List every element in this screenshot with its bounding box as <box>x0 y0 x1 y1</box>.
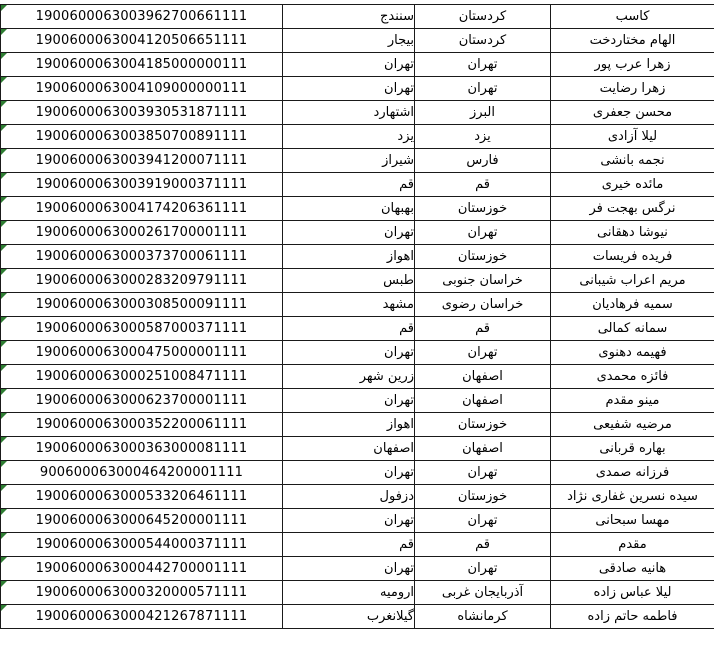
city-cell[interactable]: تهران <box>283 341 415 365</box>
city-cell[interactable]: بیجار <box>283 29 415 53</box>
account-number-cell[interactable]: 1900600063000421267871111 <box>1 605 283 629</box>
province-cell[interactable]: تهران <box>415 461 551 485</box>
table-row <box>1 245 714 269</box>
city-cell[interactable]: تهران <box>283 53 415 77</box>
table-row <box>1 605 714 629</box>
table-row <box>1 293 714 317</box>
name-cell[interactable]: مینو مقدم <box>551 389 714 413</box>
table-row <box>1 101 714 125</box>
province-cell[interactable]: آذربایجان غربی <box>415 581 551 605</box>
table-row <box>1 77 714 101</box>
name-cell[interactable]: فاطمه حاتم زاده <box>551 605 714 629</box>
table-row <box>1 389 714 413</box>
account-number-cell[interactable]: 1900600063003962700661111 <box>1 5 283 29</box>
province-cell[interactable]: خراسان جنوبی <box>415 269 551 293</box>
province-cell[interactable]: کردستان <box>415 5 551 29</box>
province-cell[interactable]: البرز <box>415 101 551 125</box>
name-cell[interactable]: سیده نسرین غفاری نژاد <box>551 485 714 509</box>
city-cell[interactable]: یزد <box>283 125 415 149</box>
account-number-cell[interactable]: 1900600063000475000001111 <box>1 341 283 365</box>
table-row <box>1 197 714 221</box>
name-cell[interactable]: بهاره قربانی <box>551 437 714 461</box>
table-row <box>1 413 714 437</box>
name-cell[interactable]: کاسب <box>551 5 714 29</box>
table-row <box>1 365 714 389</box>
province-cell[interactable]: قم <box>415 533 551 557</box>
account-number-cell[interactable]: 1900600063004109000000111 <box>1 77 283 101</box>
table-row <box>1 221 714 245</box>
account-number-cell[interactable]: 1900600063000352200061111 <box>1 413 283 437</box>
account-number-cell[interactable]: 1900600063000363000081111 <box>1 437 283 461</box>
account-number-cell[interactable]: 1900600063004174206361111 <box>1 197 283 221</box>
province-cell[interactable]: اصفهان <box>415 365 551 389</box>
table-row <box>1 557 714 581</box>
table-row <box>1 533 714 557</box>
name-cell[interactable]: فریده فریسات <box>551 245 714 269</box>
province-cell[interactable]: خوزستان <box>415 245 551 269</box>
table-row <box>1 149 714 173</box>
city-cell[interactable]: قم <box>283 533 415 557</box>
city-cell[interactable]: طبس <box>283 269 415 293</box>
name-cell[interactable]: الهام مختاردخت <box>551 29 714 53</box>
city-cell[interactable]: اهواز <box>283 245 415 269</box>
table-row <box>1 461 714 485</box>
table-row <box>1 509 714 533</box>
city-cell[interactable]: گیلانغرب <box>283 605 415 629</box>
name-cell[interactable]: نجمه بانشی <box>551 149 714 173</box>
city-cell[interactable]: تهران <box>283 389 415 413</box>
province-cell[interactable]: تهران <box>415 53 551 77</box>
table-row <box>1 125 714 149</box>
account-number-cell[interactable]: 1900600063000251008471111 <box>1 365 283 389</box>
city-cell[interactable]: اهواز <box>283 413 415 437</box>
account-number-cell[interactable]: 1900600063003930531871111 <box>1 101 283 125</box>
name-cell[interactable]: مریم اعراب شیبانی <box>551 269 714 293</box>
name-cell[interactable]: فهیمه دهنوی <box>551 341 714 365</box>
city-cell[interactable]: شیراز <box>283 149 415 173</box>
name-cell[interactable]: فائزه محمدی <box>551 365 714 389</box>
table-row <box>1 53 714 77</box>
table-row <box>1 29 714 53</box>
province-cell[interactable]: قم <box>415 173 551 197</box>
city-cell[interactable]: ارومیه <box>283 581 415 605</box>
account-number-cell[interactable]: 900600063000464200001111 <box>1 461 283 485</box>
province-cell[interactable]: تهران <box>415 77 551 101</box>
name-cell[interactable]: فرزانه صمدی <box>551 461 714 485</box>
account-number-cell[interactable]: 1900600063000587000371111 <box>1 317 283 341</box>
city-cell[interactable]: زرین شهر <box>283 365 415 389</box>
account-number-cell[interactable]: 1900600063000283209791111 <box>1 269 283 293</box>
table-row <box>1 485 714 509</box>
province-cell[interactable]: یزد <box>415 125 551 149</box>
account-number-cell[interactable]: 1900600063000308500091111 <box>1 293 283 317</box>
table-row <box>1 341 714 365</box>
name-cell[interactable]: مائده خیری <box>551 173 714 197</box>
name-cell[interactable]: محسن جعفری <box>551 101 714 125</box>
table-row <box>1 173 714 197</box>
table-body <box>1 5 714 629</box>
name-cell[interactable]: هانیه صادقی <box>551 557 714 581</box>
account-number-cell[interactable]: 1900600063000442700001111 <box>1 557 283 581</box>
account-number-cell[interactable]: 1900600063000623700001111 <box>1 389 283 413</box>
city-cell[interactable]: قم <box>283 173 415 197</box>
city-cell[interactable]: سنندج <box>283 5 415 29</box>
city-cell[interactable]: بهبهان <box>283 197 415 221</box>
name-cell[interactable]: مهسا سبحانی <box>551 509 714 533</box>
account-number-cell[interactable]: 1900600063000533206461111 <box>1 485 283 509</box>
name-cell[interactable]: مقدم <box>551 533 714 557</box>
province-cell[interactable]: کرمانشاه <box>415 605 551 629</box>
city-cell[interactable]: مشهد <box>283 293 415 317</box>
province-cell[interactable]: فارس <box>415 149 551 173</box>
account-number-cell[interactable]: 1900600063000544000371111 <box>1 533 283 557</box>
city-cell[interactable]: اشتهارد <box>283 101 415 125</box>
city-cell[interactable]: اصفهان <box>283 437 415 461</box>
account-number-cell[interactable]: 1900600063004185000000111 <box>1 53 283 77</box>
name-cell[interactable]: زهرا عرب پور <box>551 53 714 77</box>
name-cell[interactable]: لیلا عباس زاده <box>551 581 714 605</box>
account-number-cell[interactable]: 1900600063003850700891111 <box>1 125 283 149</box>
name-cell[interactable]: لیلا آزادی <box>551 125 714 149</box>
province-cell[interactable]: تهران <box>415 509 551 533</box>
city-cell[interactable]: تهران <box>283 557 415 581</box>
spreadsheet <box>0 4 714 656</box>
province-cell[interactable]: اصفهان <box>415 389 551 413</box>
city-cell[interactable]: تهران <box>283 461 415 485</box>
province-cell[interactable]: اصفهان <box>415 437 551 461</box>
province-cell[interactable]: تهران <box>415 221 551 245</box>
city-cell[interactable]: تهران <box>283 221 415 245</box>
name-cell[interactable]: نرگس بهجت فر <box>551 197 714 221</box>
name-cell[interactable]: نیوشا دهقانی <box>551 221 714 245</box>
table-row <box>1 317 714 341</box>
province-cell[interactable]: خوزستان <box>415 197 551 221</box>
account-number-cell[interactable]: 1900600063000320000571111 <box>1 581 283 605</box>
table-row <box>1 437 714 461</box>
province-cell[interactable]: خراسان رضوی <box>415 293 551 317</box>
account-number-cell[interactable]: 1900600063003941200071111 <box>1 149 283 173</box>
province-cell[interactable]: خوزستان <box>415 413 551 437</box>
province-cell[interactable]: کردستان <box>415 29 551 53</box>
name-cell[interactable]: سمانه کمالی <box>551 317 714 341</box>
table-row <box>1 5 714 29</box>
table-row <box>1 269 714 293</box>
name-cell[interactable]: زهرا رضایت <box>551 77 714 101</box>
account-number-cell[interactable]: 1900600063003919000371111 <box>1 173 283 197</box>
province-cell[interactable]: قم <box>415 317 551 341</box>
data-table <box>0 4 714 629</box>
account-number-cell[interactable]: 1900600063000645200001111 <box>1 509 283 533</box>
city-cell[interactable]: تهران <box>283 509 415 533</box>
city-cell[interactable]: تهران <box>283 77 415 101</box>
name-cell[interactable]: مرضیه شفیعی <box>551 413 714 437</box>
province-cell[interactable]: تهران <box>415 557 551 581</box>
account-number-cell[interactable]: 1900600063000261700001111 <box>1 221 283 245</box>
province-cell[interactable]: خوزستان <box>415 485 551 509</box>
account-number-cell[interactable]: 1900600063004120506651111 <box>1 29 283 53</box>
province-cell[interactable]: تهران <box>415 341 551 365</box>
account-number-cell[interactable]: 1900600063000373700061111 <box>1 245 283 269</box>
city-cell[interactable]: قم <box>283 317 415 341</box>
table-row <box>1 581 714 605</box>
city-cell[interactable]: دزفول <box>283 485 415 509</box>
name-cell[interactable]: سمیه فرهادیان <box>551 293 714 317</box>
